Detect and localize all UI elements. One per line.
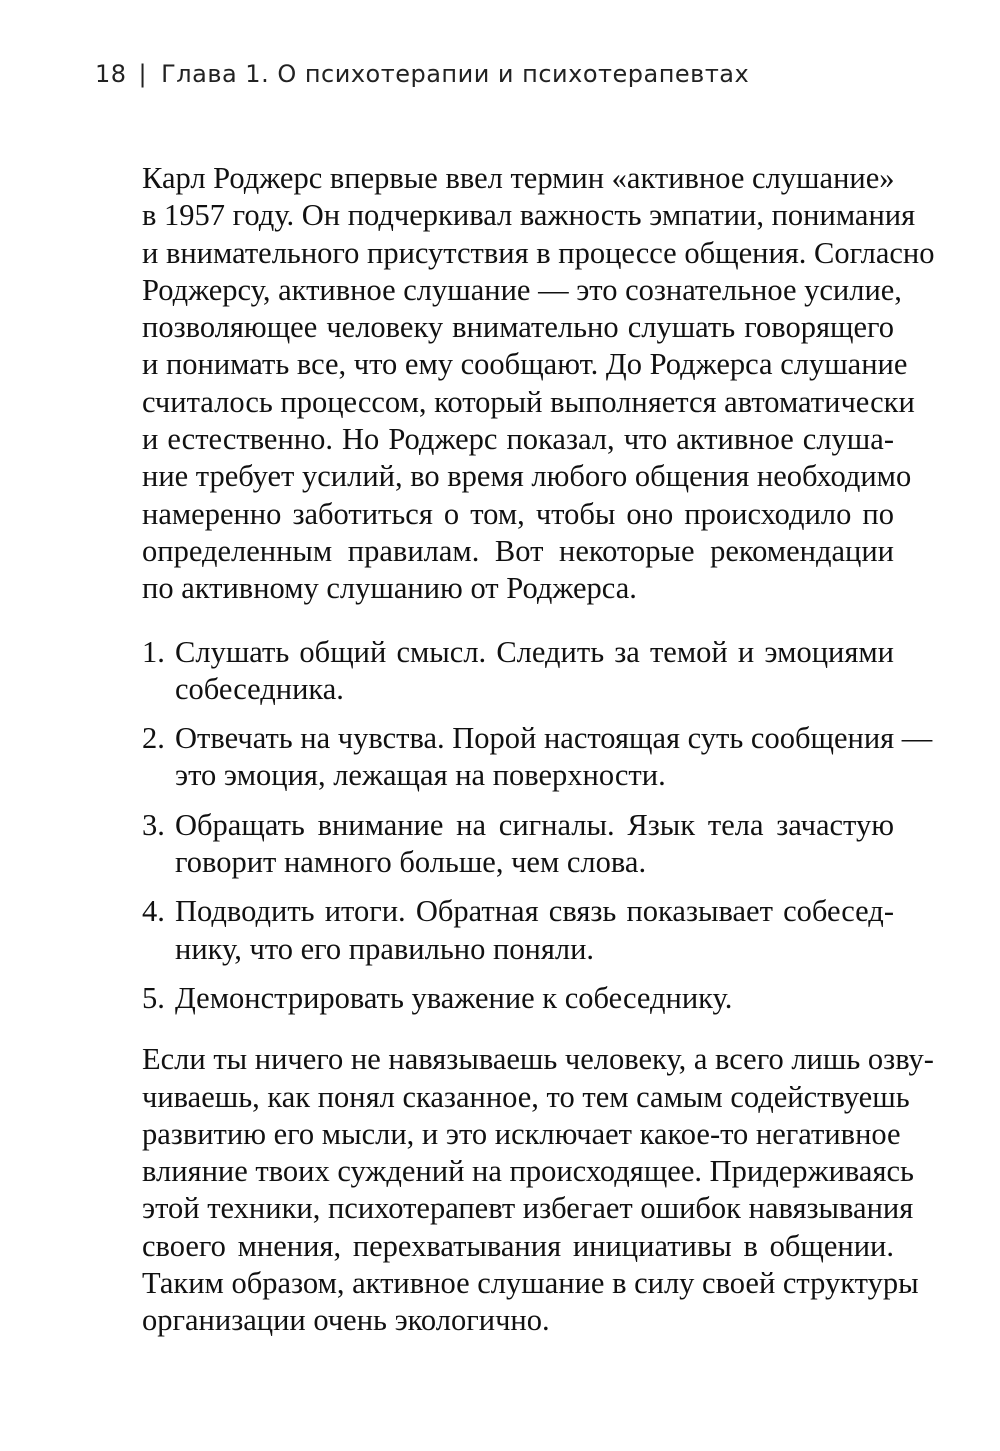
list-item-line: Слушать общий смысл. Следить за темой и эмоциями [175,634,894,669]
text-line: своего мнения, перехватывания инициативы в общении. [142,1228,894,1263]
list-item-line: говорит намного больше, чем слова. [175,845,647,880]
list-item [142,720,933,795]
list-item-line: Подводить итоги. Обратная связь показывает собесед- [175,894,894,929]
list-item-number: 1. [142,634,165,669]
list-item-line: Демонстрировать уважение к собеседнику. [175,980,733,1015]
list-item [142,634,894,709]
text-line: этой техники, психотерапевт избегает ошибок навязывания [142,1191,914,1226]
list-item [142,893,894,968]
recommendations-list [142,634,933,1018]
list-item-line: Отвечать на чувства. Порой настоящая суть сообщения — [175,721,933,756]
page-number: 18 [95,60,127,88]
text-line: влияние твоих суждений на происходящее. Придерживаясь [142,1154,914,1189]
text-line: и естественно. Но Роджерс показал, что активное слуша- [142,422,894,457]
text-line: Таким образом, активное слушание в силу своей структуры [142,1266,919,1301]
list-item [142,980,894,1017]
list-item [142,807,894,882]
text-line: в 1957 году. Он подчеркивал важность эмпатии, понимания [142,198,916,233]
paragraph-conclusion [142,1041,934,1339]
text-line: позволяющее человеку внимательно слушать говорящего [142,310,894,345]
text-line: Карл Роджерс впервые ввел термин «активное слушание» [142,161,895,195]
list-item-line: Обращать внимание на сигналы. Язык тела зачастую [175,807,894,842]
text-line: и понимать все, что ему сообщают. До Роджерса слушание [142,347,908,382]
list-item-number: 5. [142,980,165,1015]
text-line: и внимательного присутствия в процессе общения. Согласно [142,235,935,270]
text-line: ние требует усилий, во время любого общения необходимо [142,459,912,494]
running-head [95,60,749,88]
text-line: организации очень экологично. [142,1303,550,1338]
list-item-number: 4. [142,894,165,929]
text-line: определенным правилам. Вот некоторые рекомендации [142,533,894,568]
list-item-line: собеседника. [175,671,344,706]
text-line: намеренно заботиться о том, чтобы оно происходило по [142,496,894,531]
list-item-line: это эмоция, лежащая на поверхности. [175,758,666,793]
list-item-number: 2. [142,721,165,756]
body-text [142,160,935,1340]
text-line: по активному слушанию от Роджерса. [142,571,637,606]
paragraph-intro [142,160,935,608]
text-line: Роджерсу, активное слушание — это сознательное усилие, [142,272,902,307]
text-line: развитию его мысли, и это исключает какое-то негативное [142,1116,901,1151]
list-item-line: нику, что его правильно поняли. [175,931,595,966]
header-separator: | [138,60,148,88]
text-line: считалось процессом, который выполняется автоматически [142,384,915,419]
text-line: чиваешь, как понял сказанное, то тем самым содействуешь [142,1079,910,1114]
chapter-title: Глава 1. О психотерапии и психотерапевтах [161,60,750,88]
text-line: Если ты ничего не навязываешь человеку, а всего лишь озву- [142,1042,934,1077]
list-item-number: 3. [142,807,165,842]
